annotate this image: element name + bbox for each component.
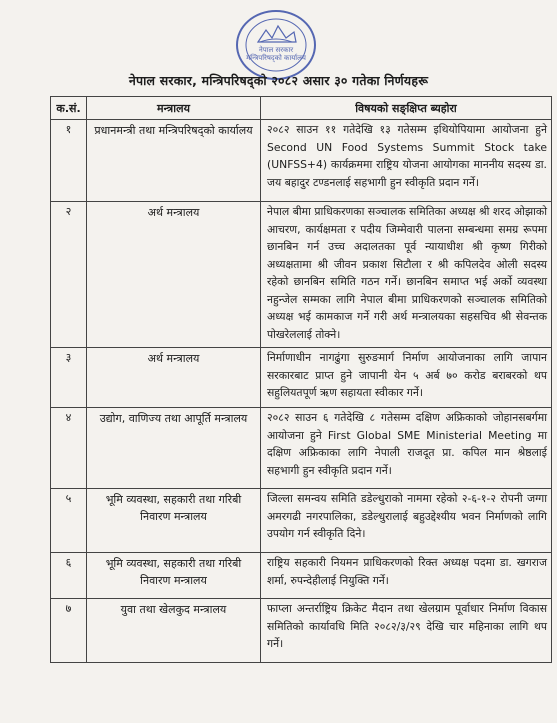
- row-ministry: भूमि व्यवस्था, सहकारी तथा गरिबी निवारण मन्त्रालय: [87, 553, 261, 599]
- table-row: [51, 408, 552, 489]
- row-decision: २०८२ साउन ११ गतेदेखि १३ गतेसम्म इथियोपियामा आयोजना हुने Second UN Food Systems Summit Stock take (UNFSS+4) कार्यक्रममा राष्ट्रिय योजना आयोगका माननीय सदस्य डा. जय बहादुर टण्डनलाई सहभागी हुन स्वीकृति प्रदान गर्ने।: [261, 120, 552, 202]
- header-serial: क.सं.: [51, 97, 87, 120]
- row-serial: ७: [51, 599, 87, 663]
- row-serial: १: [51, 120, 87, 202]
- row-serial: ३: [51, 348, 87, 408]
- row-decision: नेपाल बीमा प्राधिकरणका सञ्चालक समितिका अध्यक्ष श्री शरद ओझाको आचरण, कार्यक्षमता र पदीय जिम्मेवारी पालना सम्बन्धमा समग्र रूपमा छानबिन गर्न उच्च अदालतका पूर्व न्यायाधीश श्री कृष्ण गिरीको अध्यक्षतामा श्री जीवन प्रकाश सिटौला र श्री कपिलदेव ओली सदस्य रहेको छानबिन समिति गठन गर्ने। छानबिन समाप्त भई अर्को व्यवस्था नहुन्जेल सम्मका लागि नेपाल बीमा प्राधिकरणको सञ्चालक समितिको अध्यक्ष भई कामकाज गर्ने गरी अर्थ मन्त्रालयका सहसचिव श्री सेवन्तक पोखरेललाई तोक्ने।: [261, 202, 552, 348]
- row-ministry: उद्योग, वाणिज्य तथा आपूर्ति मन्त्रालय: [87, 408, 261, 489]
- row-serial: ४: [51, 408, 87, 489]
- row-decision: निर्माणाधीन नागढुंगा सुरुङमार्ग निर्माण आयोजनाका लागि जापान सरकारबाट प्राप्त हुने जापानी येन ५ अर्ब ७० करोड बराबरको थप सहुलियतपूर्ण ऋण सहायता स्वीकार गर्ने।: [261, 348, 552, 408]
- row-serial: ५: [51, 489, 87, 553]
- seal-emblem-icon: [238, 12, 314, 78]
- table-row: [51, 202, 552, 348]
- row-decision: फाप्ला अन्तर्राष्ट्रिय क्रिकेट मैदान तथा खेलग्राम पूर्वाधार निर्माण विकास समितिको कार्यावधि मिति २०८२/३/२९ देखि चार महिनाका लागि थप गर्ने।: [261, 599, 552, 663]
- row-serial: २: [51, 202, 87, 348]
- seal-label: नेपाल सरकार मन्त्रिपरिषद्को कार्यालय: [246, 46, 306, 62]
- header-ministry: मन्त्रालय: [87, 97, 261, 120]
- row-ministry: युवा तथा खेलकुद मन्त्रालय: [87, 599, 261, 663]
- row-decision: २०८२ साउन ६ गतेदेखि ८ गतेसम्म दक्षिण अफ्रिकाको जोहानसबर्गमा आयोजना हुने First Global SME Ministerial Meeting मा दक्षिण अफ्रिकाका लागि नेपाली राजदूत प्रा. कपिल मान श्रेष्ठलाई सहभागी हुन स्वीकृति प्रदान गर्ने।: [261, 408, 552, 489]
- row-ministry: प्रधानमन्त्री तथा मन्त्रिपरिषद्को कार्यालय: [87, 120, 261, 202]
- government-seal: [236, 10, 316, 80]
- table-row: [51, 489, 552, 553]
- document-title: नेपाल सरकार, मन्त्रिपरिषद्को २०८२ असार ३० गतेका निर्णयहरू: [128, 73, 429, 88]
- row-ministry: अर्थ मन्त्रालय: [87, 202, 261, 348]
- table-row: [51, 120, 552, 202]
- row-decision: राष्ट्रिय सहकारी नियमन प्राधिकरणको रिक्त अध्यक्ष पदमा डा. खगराज शर्मा, रुपन्देहीलाई नियुक्ति गर्ने।: [261, 553, 552, 599]
- table-header-row: [51, 97, 552, 120]
- row-ministry: भूमि व्यवस्था, सहकारी तथा गरिबी निवारण मन्त्रालय: [87, 489, 261, 553]
- decisions-table: [50, 96, 552, 663]
- row-decision: जिल्ला समन्वय समिति डडेल्धुराको नाममा रहेको २-६-१-२ रोपनी जग्गा अमरगढी नगरपालिका, डडेल्धुरालाई बहुउद्देश्यीय भवन निर्माणको लागि उपयोग गर्न स्वीकृति दिने।: [261, 489, 552, 553]
- table-row: [51, 553, 552, 599]
- header-summary: विषयको सङ्क्षिप्त ब्यहोरा: [261, 97, 552, 120]
- table-row: [51, 599, 552, 663]
- row-serial: ६: [51, 553, 87, 599]
- row-ministry: अर्थ मन्त्रालय: [87, 348, 261, 408]
- table-row: [51, 348, 552, 408]
